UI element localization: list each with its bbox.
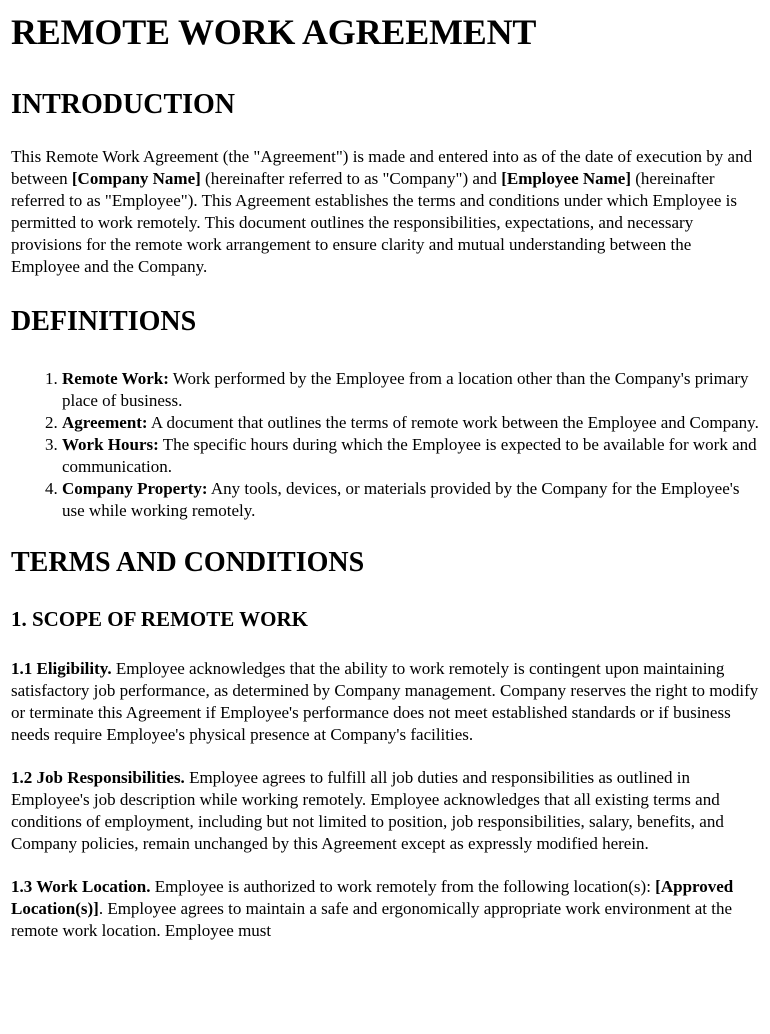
definition-text: Any tools, devices, or materials provided by the Company for the Employee's use while working remotely. [62, 479, 740, 520]
eligibility-label: 1.1 Eligibility. [11, 659, 112, 678]
company-name-placeholder: [Company Name] [71, 169, 201, 188]
definitions-heading: DEFINITIONS [11, 306, 197, 337]
definition-term: Company Property: [62, 479, 208, 498]
introduction-heading: INTRODUCTION [11, 89, 236, 120]
definition-text: Work performed by the Employee from a location other than the Company's primary place of business. [62, 369, 749, 410]
introduction-paragraph [11, 146, 760, 278]
scope-heading: 1. SCOPE OF REMOTE WORK [11, 607, 308, 631]
definition-item [62, 434, 760, 478]
definition-term: Work Hours: [62, 435, 159, 454]
responsibilities-paragraph [11, 767, 760, 855]
definition-item [62, 412, 760, 434]
definition-text: The specific hours during which the Employee is expected to be available for work and communication. [62, 435, 757, 476]
work-location-text-1: Employee is authorized to work remotely from the following location(s): [150, 877, 656, 896]
intro-text-3: (hereinafter referred to as "Employee"). This Agreement establishes the terms and conditions under which Employee is permitted to work remotely. This document outlines the responsibilities, expectations, and necessary provisions for the remote work arrangement to ensure clarity and mutual understanding between the Employee and the Company. [11, 169, 737, 276]
eligibility-text: Employee acknowledges that the ability to work remotely is contingent upon maintaining satisfactory job performance, as determined by Company management. Company reserves the right to modify or terminate this Agreement if Employee's performance does not meet established standards or if business needs require Employee's physical presence at Company's facilities. [11, 659, 759, 744]
definition-term: Remote Work: [62, 369, 169, 388]
definitions-list [11, 368, 760, 522]
eligibility-paragraph [11, 658, 760, 746]
terms-heading: TERMS AND CONDITIONS [11, 547, 365, 578]
work-location-text-2: . Employee agrees to maintain a safe and ergonomically appropriate work environment at the remote work location. Employee must [11, 899, 733, 940]
definition-item [62, 478, 760, 522]
definition-text: A document that outlines the terms of remote work between the Employee and Company. [147, 413, 759, 432]
definition-item [62, 368, 760, 412]
document-page [0, 10, 770, 942]
work-location-paragraph [11, 876, 760, 942]
approved-location-placeholder: [Approved Location(s)] [11, 877, 734, 918]
document-title: REMOTE WORK AGREEMENT [11, 12, 537, 52]
intro-text-2: (hereinafter referred to as "Company") and [200, 169, 502, 188]
intro-text-1: This Remote Work Agreement (the "Agreement") is made and entered into as of the date of execution by and between [11, 147, 753, 188]
responsibilities-text: Employee agrees to fulfill all job duties and responsibilities as outlined in Employee's job description while working remotely. Employee acknowledges that all existing terms and conditions of employment, including but not limited to position, job responsibilities, salary, benefits, and Company policies, remain unchanged by this Agreement except as expressly modified herein. [11, 768, 724, 853]
definition-term: Agreement: [62, 413, 148, 432]
employee-name-placeholder: [Employee Name] [501, 169, 632, 188]
responsibilities-label: 1.2 Job Responsibilities. [11, 768, 185, 787]
work-location-label: 1.3 Work Location. [11, 877, 151, 896]
